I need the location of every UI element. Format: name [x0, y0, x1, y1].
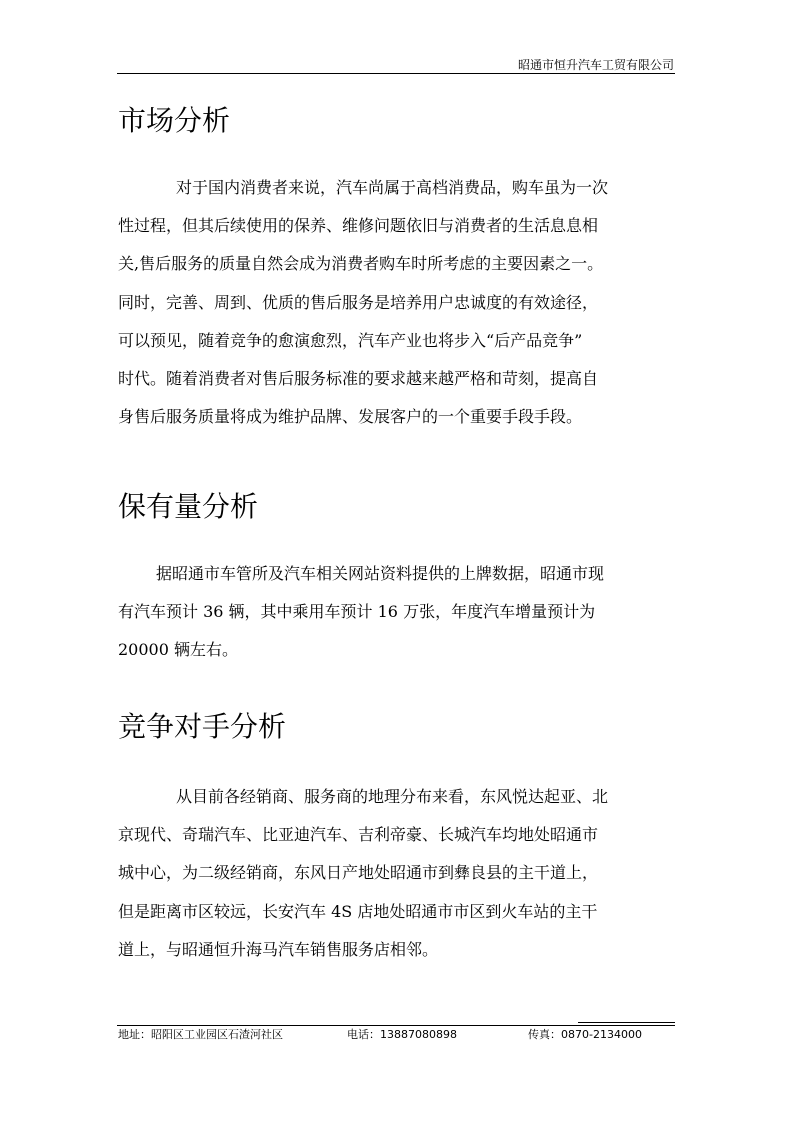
paragraph-line: 道上，与昭通恒升海马汽车销售服务店相邻。	[118, 939, 439, 959]
paragraph-line: 20000 辆左右。	[118, 640, 238, 660]
paragraph-line: 时代。随着消费者对售后服务标准的要求越来越严格和苛刻，提高自	[118, 369, 599, 389]
section-body-market-analysis	[118, 169, 678, 436]
footer-divider	[117, 1025, 675, 1026]
paragraph-line: 身售后服务质量将成为维护品牌、发展客户的一个重要手段手段。	[118, 407, 583, 427]
section-body-competitor-analysis	[118, 778, 678, 969]
footer-fax: 传真：0870-2134000	[528, 1028, 642, 1041]
section-title-ownership-analysis: 保有量分析	[118, 490, 259, 523]
paragraph-line: 可以预见，随着竞争的愈演愈烈，汽车产业也将步入“后产品竞争”	[118, 330, 583, 350]
footer-address: 地址：昭阳区工业园区石渣河社区	[118, 1028, 283, 1041]
header-divider	[117, 73, 675, 74]
section-title-competitor-analysis: 竞争对手分析	[118, 710, 287, 743]
footer-divider-short	[578, 1022, 675, 1023]
paragraph-line: 对于国内消费者来说，汽车尚属于高档消费品，购车虽为一次	[176, 178, 609, 197]
paragraph-line: 关,售后服务的质量自然会成为消费者购车时所考虑的主要因素之一。	[118, 254, 604, 274]
paragraph-line: 但是距离市区较远，长安汽车 4S 店地处昭通市市区到火车站的主干	[118, 901, 598, 921]
paragraph-line: 据昭通市车管所及汽车相关网站资料提供的上牌数据，昭通市现	[156, 564, 605, 583]
paragraph-line: 从目前各经销商、服务商的地理分布来看，东风悦达起亚、北	[176, 787, 609, 806]
paragraph-line: 同时，完善、周到、优质的售后服务是培养用户忠诚度的有效途径，	[118, 292, 599, 312]
paragraph-line: 性过程，但其后续使用的保养、维修问题依旧与消费者的生活息息相	[118, 216, 599, 236]
footer-phone: 电话：13887080898	[347, 1028, 457, 1041]
section-title-market-analysis: 市场分析	[118, 104, 231, 137]
paragraph-line: 有汽车预计 36 辆，其中乘用车预计 16 万张，年度汽车增量预计为	[118, 602, 596, 622]
section-body-ownership-analysis	[118, 555, 678, 670]
paragraph-line: 京现代、奇瑞汽车、比亚迪汽车、吉利帝豪、长城汽车均地处昭通市	[118, 825, 599, 845]
header-company-name: 昭通市恒升汽车工贸有限公司	[517, 58, 674, 72]
paragraph-line: 城中心，为二级经销商，东风日产地处昭通市到彝良县的主干道上，	[118, 863, 599, 883]
